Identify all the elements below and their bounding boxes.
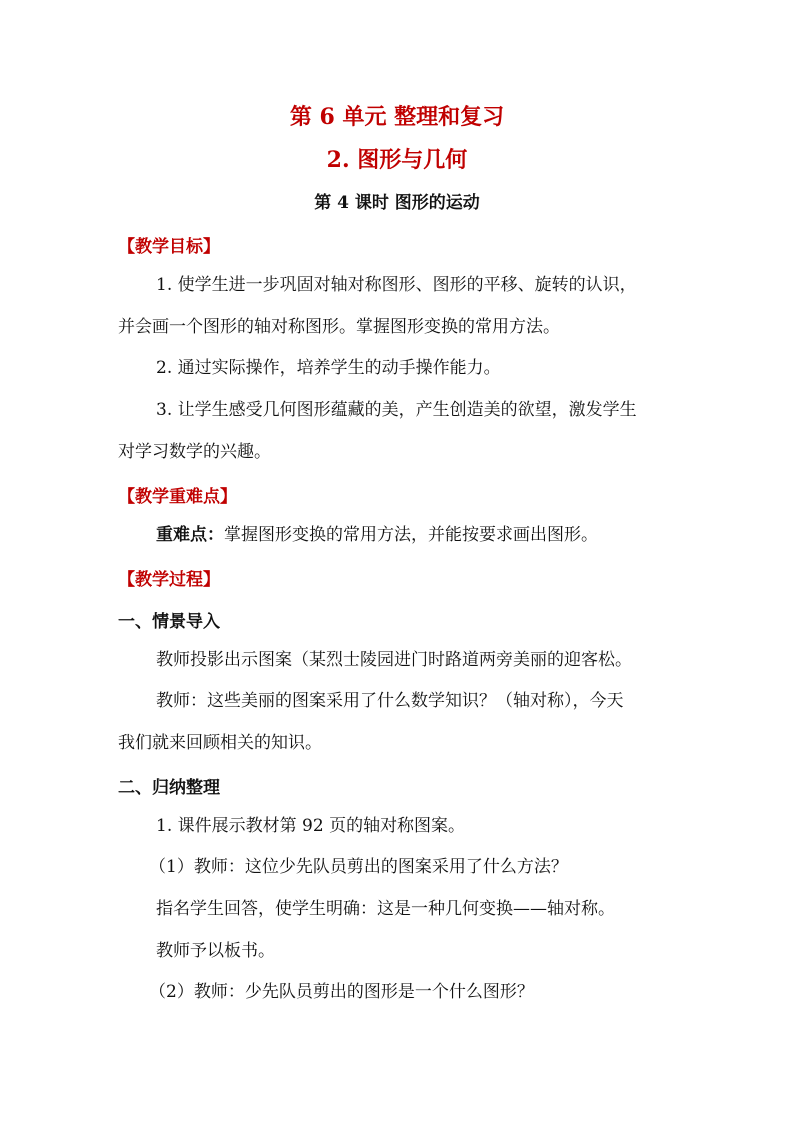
objective-3-line-2: 对学习数学的兴趣。 xyxy=(118,442,271,462)
part-2-answer-1: 指名学生回答，使学生明确：这是一种几何变换——轴对称。 xyxy=(156,899,615,919)
part-1-paragraph-2-line-1: 教师：这些美丽的图案采用了什么数学知识？（轴对称），今天 xyxy=(156,691,624,711)
objectives-header: 【教学目标】 xyxy=(118,237,220,257)
part-2-answer-2: 教师予以板书。 xyxy=(156,941,275,961)
objective-1-line-2: 并会画一个图形的轴对称图形。掌握图形变换的常用方法。 xyxy=(118,317,560,337)
part-1-paragraph-2-line-2: 我们就来回顾相关的知识。 xyxy=(118,733,322,753)
keypoints-line xyxy=(156,524,598,546)
unit-title: 第 6 单元 整理和复习 xyxy=(289,104,505,130)
process-header: 【教学过程】 xyxy=(118,570,220,590)
part-1-title: 一、情景导入 xyxy=(118,612,220,632)
part-2-paragraph-1: 1. 课件展示教材第 92 页的轴对称图案。 xyxy=(156,816,466,836)
objective-1-line-1: 1. 使学生进一步巩固对轴对称图形、图形的平移、旋转的认识， xyxy=(156,275,637,295)
keypoints-text: 掌握图形变换的常用方法，并能按要求画出图形。 xyxy=(224,525,598,545)
objective-2: 2. 通过实际操作，培养学生的动手操作能力。 xyxy=(156,358,501,378)
part-2-question-2: （2）教师：少先队员剪出的图形是一个什么图形？ xyxy=(149,982,534,1002)
part-1-paragraph-1: 教师投影出示图案（某烈士陵园进门时路道两旁美丽的迎客松。 xyxy=(156,650,632,670)
part-2-title: 二、归纳整理 xyxy=(118,778,220,798)
section-title: 2. 图形与几何 xyxy=(326,147,468,173)
keypoints-label: 重难点： xyxy=(156,525,224,545)
keypoints-header: 【教学重难点】 xyxy=(118,487,237,507)
objective-3-line-1: 3. 让学生感受几何图形蕴藏的美，产生创造美的欲望，激发学生 xyxy=(156,400,637,420)
part-2-question-1: （1）教师：这位少先队员剪出的图案采用了什么方法？ xyxy=(149,857,568,877)
lesson-title: 第 4 课时 图形的运动 xyxy=(314,193,480,213)
